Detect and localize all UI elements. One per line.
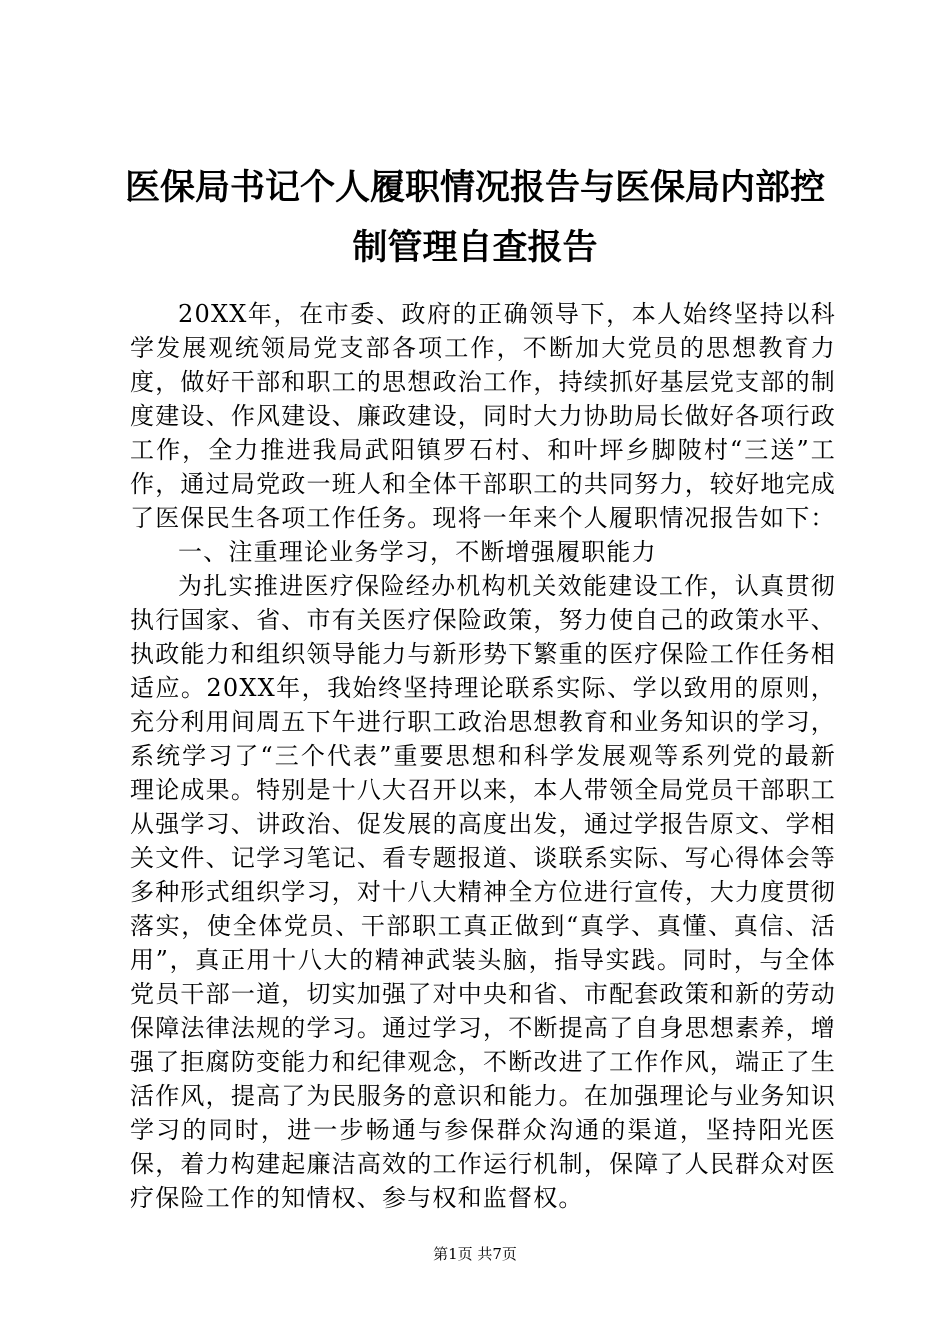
section-1-paragraph: 为扎实推进医疗保险经办机构机关效能建设工作，认真贯彻执行国家、省、市有关医疗保险政策，努力使自己的政策水平、执政能力和组织领导能力与新形势下繁重的医疗保险工作任务相适应。20XX年，我始终坚持理论联系实际、学以致用的原则，充分利用间周五下午进行职工政治思想教育和业务知识的学习，系统学习了“三个代表”重要思想和科学发展观等系列党的最新理论成果。特别是十八大召开以来，本人带领全局党员干部职工从强学习、讲政治、促发展的高度出发，通过学报告原文、学相关文件、记学习笔记、看专题报道、谈联系实际、写心得体会等多种形式组织学习，对十八大精神全方位进行宣传，大力度贯彻落实，使全体党员、干部职工真正做到“真学、真懂、真信、活用”，真正用十八大的精神武装头脑，指导实践。同时，与全体党员干部一道，切实加强了对中央和省、市配套政策和新的劳动保障法律法规的学习。通过学习，不断提高了自身思想素养，增强了拒腐防变能力和纪律观念，不断改进了工作作风，端正了生活作风，提高了为民服务的意识和能力。在加强理论与业务知识学习的同时，进一步畅通与参保群众沟通的渠道，坚持阳光医保，着力构建起廉洁高效的工作运行机制，保障了人民群众对医疗保险工作的知情权、参与权和监督权。 xyxy=(130,572,836,1212)
section-heading-1: 一、注重理论业务学习，不断增强履职能力 xyxy=(178,538,657,566)
intro-paragraph: 20XX年，在市委、政府的正确领导下，本人始终坚持以科学发展观统领局党支部各项工作，不断加大党员的思想教育力度，做好干部和职工的思想政治工作，持续抓好基层党支部的制度建设、作风建设、廉政建设，同时大力协助局长做好各项行政工作，全力推进我局武阳镇罗石村、和叶坪乡脚陂村“三送”工作，通过局党政一班人和全体干部职工的共同努力，较好地完成了医保民生各项工作任务。现将一年来个人履职情况报告如下： xyxy=(130,300,836,532)
document-title: 医保局书记个人履职情况报告与医保局内部控制管理自查报告 xyxy=(124,168,825,268)
document-body xyxy=(130,297,836,1215)
page-number-footer: 第1页 共7页 xyxy=(433,1245,517,1263)
